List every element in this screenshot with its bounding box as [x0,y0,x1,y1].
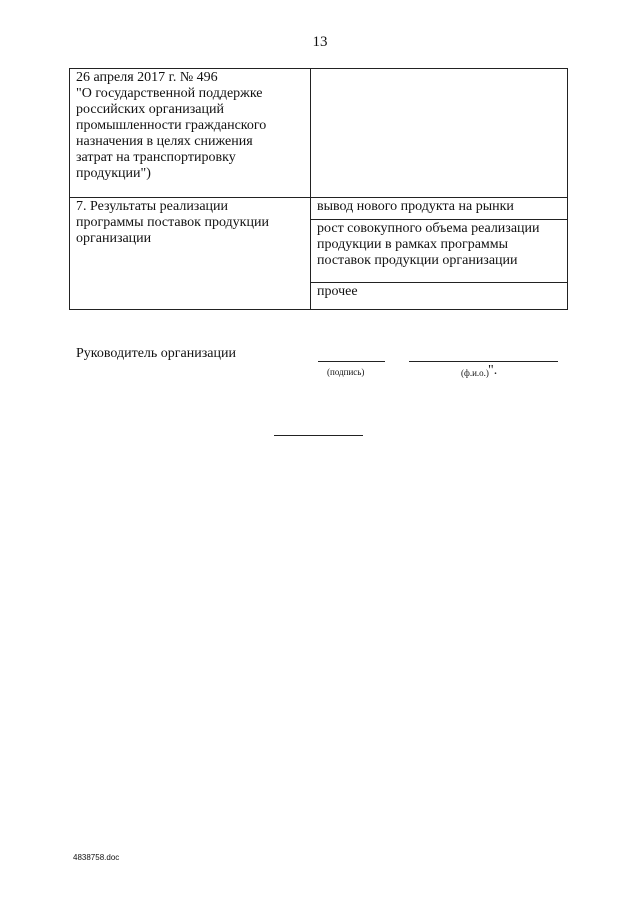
table-cell-line: вывод нового продукта на рынки [317,199,514,214]
signature-label: Руководитель организации [76,346,236,361]
name-caption: (ф.и.о.) [461,368,489,378]
table-cell-option-other [311,283,568,310]
name-line [409,361,558,362]
table-cell-line: рост совокупного объема реализации [317,221,540,236]
table-cell-line: "О государственной поддержке [76,86,263,101]
table-cell-option-sales-growth [311,220,568,283]
table-row [70,69,568,198]
table-cell-line: затрат на транспортировку [76,150,236,165]
file-name: 4838758.doc [73,853,120,862]
table-cell-line: продукции в рамках программы [317,237,509,252]
page-number: 13 [312,34,328,50]
signature-caption: (подпись) [327,367,365,377]
table-cell-legal-reference [70,69,311,198]
table-cell-line: промышленности гражданского [76,118,267,133]
end-of-document-divider [274,435,363,436]
table-cell-line: российских организаций [76,102,224,117]
table-cell-results-heading [70,198,311,310]
table-cell-line: прочее [317,284,358,299]
table-cell-line: организации [76,231,152,246]
table-cell-empty [311,69,568,198]
table-cell-line: назначения в целях снижения [76,134,253,149]
table-cell-line: программы поставок продукции [76,215,269,230]
table-cell-line: поставок продукции организации [317,253,518,268]
table-cell-line: продукции") [76,166,151,181]
table-cell-line: 26 апреля 2017 г. № 496 [76,70,218,85]
form-table [69,68,568,310]
closing-quote: ". [488,363,498,378]
signature-line [318,361,385,362]
table-cell-option-new-product [311,198,568,220]
table-row [70,198,568,220]
table-cell-line: 7. Результаты реализации [76,199,229,214]
